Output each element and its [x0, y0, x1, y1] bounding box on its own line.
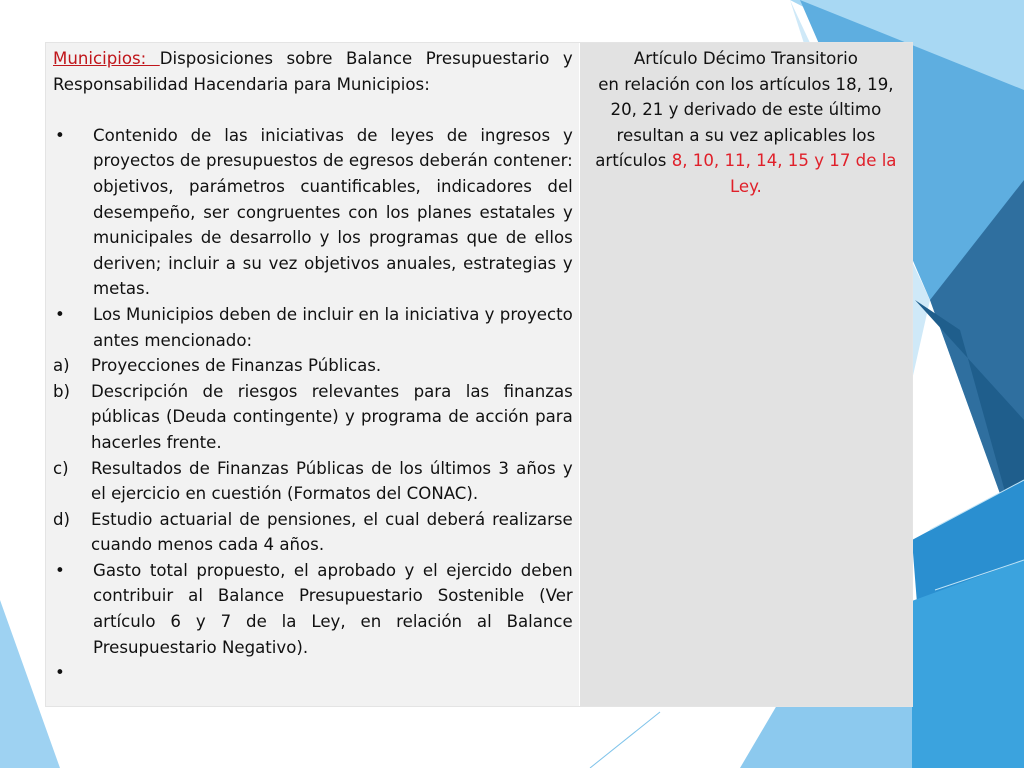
bullet-marker: •	[55, 304, 65, 324]
list-item	[53, 379, 573, 456]
list-item-text: Gasto total propuesto, el aprobado y el ejercido deben contribuir al Balance Presupuestario Sostenible (Ver artículo 6 y 7 de la Ley, en relación al Balance Presupuestario Negativo).	[93, 560, 573, 657]
list-item	[53, 123, 573, 302]
right-text-plain: en relación con los artículos 18, 19, 20, 21 y derivado de este último resultan a su vez aplicables los artículos	[595, 74, 894, 171]
decor-line-1	[590, 712, 660, 768]
empty-list-item	[53, 660, 573, 686]
spacer	[53, 97, 573, 123]
list-item	[53, 456, 573, 507]
list-item	[53, 507, 573, 558]
list-item-text: Estudio actuarial de pensiones, el cual deberá realizarse cuando menos cada 4 años.	[91, 509, 573, 555]
letter-marker: d)	[53, 509, 71, 529]
bullet-marker: •	[55, 560, 65, 580]
list-item-text: Descripción de riesgos relevantes para las finanzas públicas (Deuda contingente) y programa de acción para hacerles frente.	[91, 381, 573, 452]
left-column	[46, 43, 580, 706]
right-paragraph	[586, 72, 906, 200]
list-item-text: Los Municipios deben de incluir en la iniciativa y proyecto antes mencionado:	[93, 304, 573, 350]
bullet-marker: •	[55, 125, 65, 145]
list-item-text: Proyecciones de Finanzas Públicas.	[91, 356, 382, 376]
content-table	[45, 42, 913, 707]
list-item	[53, 302, 573, 353]
letter-marker: c)	[53, 458, 69, 478]
list-item	[53, 353, 573, 379]
right-column	[580, 43, 912, 706]
bullet-marker: •	[55, 663, 65, 683]
municipios-label: Municipios:	[53, 49, 160, 68]
list-item-text: Resultados de Finanzas Públicas de los últimos 3 años y el ejercicio en cuestión (Formatos del CONAC).	[91, 458, 573, 504]
list-item-text: Contenido de las iniciativas de leyes de ingresos y proyectos de presupuestos de egresos deberán contener: objetivos, parámetros cuantificables, indicadores del desempeño, ser congruentes con los planes estatales y municipales de desarrollo y los programas que de ellos deriven; incluir a su vez objetivos anuales, estrategias y metas.	[93, 125, 573, 299]
list-item	[53, 558, 573, 660]
articles-highlight: 8, 10, 11, 14, 15 y 17 de la Ley.	[671, 151, 897, 196]
letter-marker: b)	[53, 381, 71, 401]
left-heading	[53, 46, 573, 97]
left-heading-text: Disposiciones sobre Balance Presupuestario y Responsabilidad Hacendaria para Municipios:	[53, 49, 573, 94]
right-title: Artículo Décimo Transitorio	[633, 49, 858, 68]
letter-marker: a)	[53, 356, 70, 376]
